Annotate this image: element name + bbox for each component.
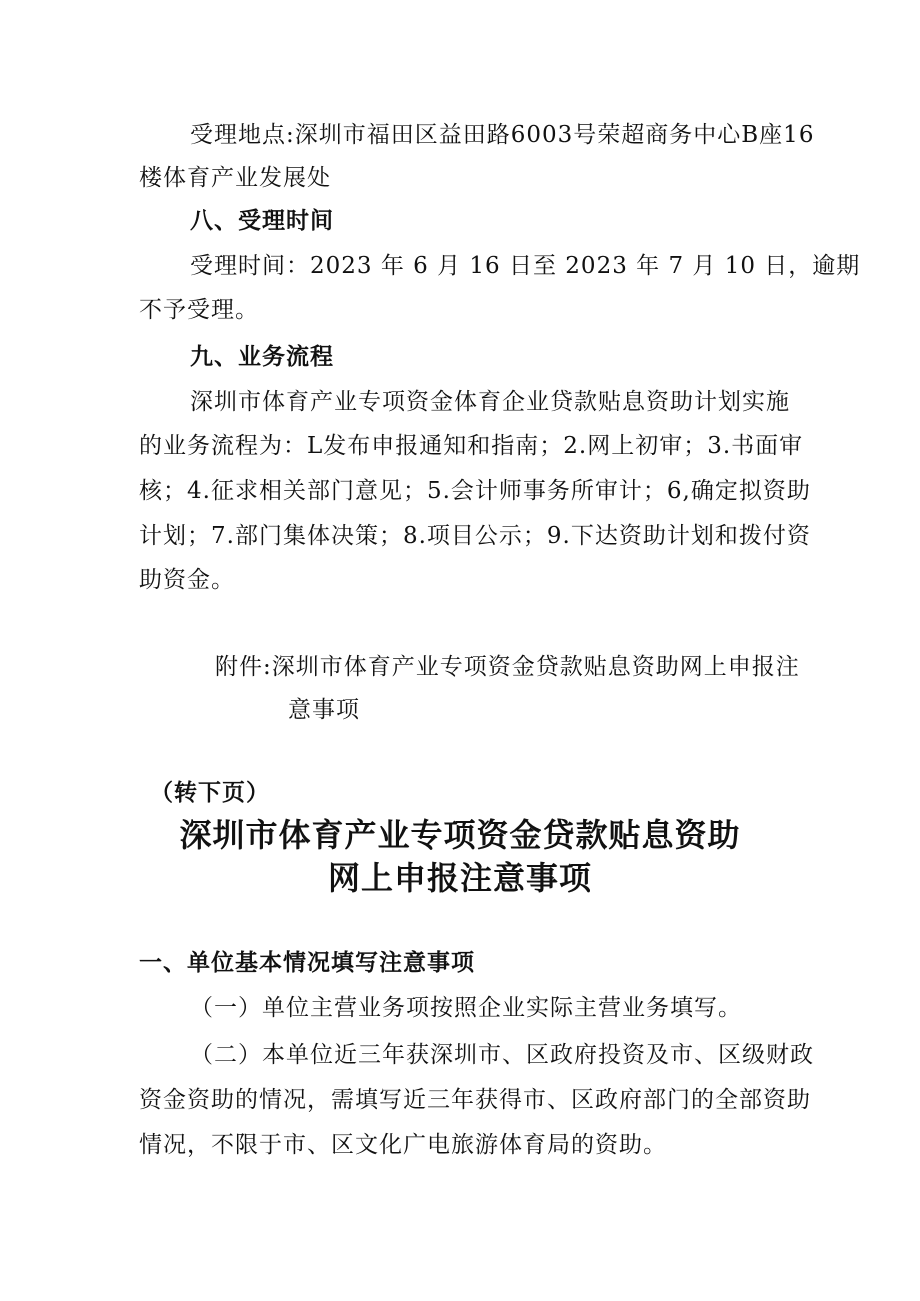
process-line-3: 核；4.征求相关部门意见；5.会计师事务所审计；6,确定拟资助 xyxy=(139,478,811,504)
part1-item-2-line-1: （二）本单位近三年获深圳市、区政府投资及市、区级财政 xyxy=(190,1042,814,1068)
document-title-line-1: 深圳市体育产业专项资金贷款贴息资助 xyxy=(179,816,741,854)
process-line-5: 助资金。 xyxy=(139,567,235,593)
part1-item-2-line-3: 情况，不限于市、区文化广电旅游体育局的资助。 xyxy=(139,1132,667,1158)
process-line-2: 的业务流程为：L发布申报通知和指南；2.网上初审；3.书面审 xyxy=(139,433,804,459)
time-line-2: 不予受理。 xyxy=(139,297,259,323)
part1-item-2-line-2: 资金资助的情况，需填写近三年获得市、区政府部门的全部资助 xyxy=(139,1087,811,1113)
section-heading-time: 八、受理时间 xyxy=(190,208,334,234)
attachment-line-1: 附件:深圳市体育产业专项资金贷款贴息资助网上申报注 xyxy=(215,654,800,680)
process-line-1: 深圳市体育产业专项资金体育企业贷款贴息资助计划实施 xyxy=(190,389,790,415)
document-title-line-2: 网上申报注意事项 xyxy=(327,859,592,897)
time-line-1: 受理时间：2023 年 6 月 16 日至 2023 年 7 月 10 日，逾期 xyxy=(190,253,861,279)
location-line-2: 楼体育产业发展处 xyxy=(139,165,331,191)
part1-heading: 一、单位基本情况填写注意事项 xyxy=(139,950,475,976)
continued-note: （转下页） xyxy=(150,780,270,806)
attachment-line-2: 意事项 xyxy=(288,697,360,723)
part1-item-1: （一）单位主营业务项按照企业实际主营业务填写。 xyxy=(190,995,742,1021)
section-heading-process: 九、业务流程 xyxy=(190,344,334,370)
process-line-4: 计划；7.部门集体决策；8.项目公示；9.下达资助计划和拨付资 xyxy=(139,523,811,549)
location-line-1: 受理地点:深圳市福田区益田路6003号荣超商务中心B座16 xyxy=(190,122,815,148)
